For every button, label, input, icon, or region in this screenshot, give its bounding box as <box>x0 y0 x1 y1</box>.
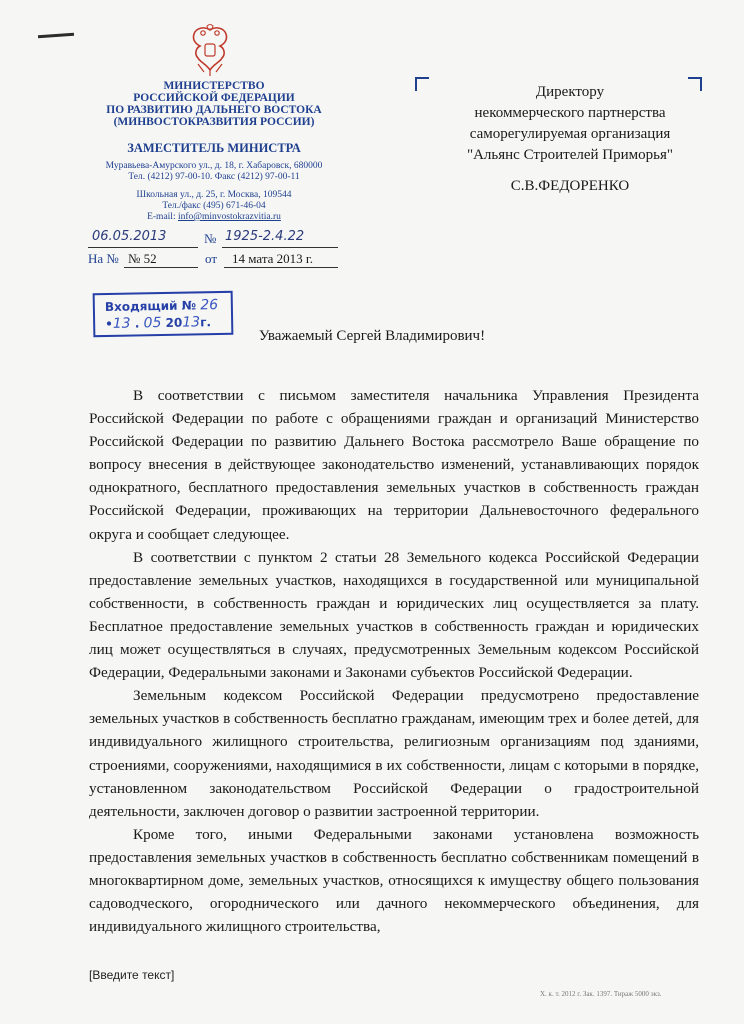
ministry-line: РОССИЙСКОЙ ФЕДЕРАЦИИ <box>133 92 295 104</box>
body-paragraph: Кроме того, иными Федеральными законами установлена возможность предоставления земельных участков в собственность бесплатно собственникам помещений в многоквартирном доме, земельных участков, относящихся к имуществу общего пользования садоводческого, огороднического или дачного некоммерческого объединения, для индивидуального жилищного строительства, <box>89 825 699 936</box>
stamp-month: 05 <box>143 315 162 332</box>
recipient-name: С.В.ФЕДОРЕНКО <box>510 178 630 194</box>
footer-placeholder: [Введите текст] <box>89 968 175 982</box>
stamp-year-suffix: 13 <box>182 314 201 331</box>
outgoing-number: 1925-2.4.22 <box>225 229 305 244</box>
ministry-line: МИНИСТЕРСТВО <box>163 80 265 92</box>
number-label: № <box>204 231 217 246</box>
outgoing-date: 06.05.2013 <box>92 229 167 244</box>
reply-to-number: № 52 <box>128 251 157 266</box>
ministry-line: (МИНВОСТОКРАЗВИТИЯ РОССИИ) <box>113 116 315 128</box>
reply-from-date: 14 мата 2013 г. <box>232 251 314 266</box>
stamp-date-row: •13 . 05 2013г. <box>105 314 212 332</box>
email-line <box>84 212 344 223</box>
stamp-separator: . <box>134 316 140 331</box>
stamp-incoming-label: Входящий № <box>104 298 197 315</box>
coat-of-arms-icon <box>186 24 234 78</box>
stamp-incoming-row <box>105 297 219 315</box>
scan-mark <box>38 33 74 39</box>
stamp-year-end: г. <box>200 315 212 330</box>
phone-line: Тел./факс (495) 671-46-04 <box>162 201 266 211</box>
recipient-block <box>420 82 720 166</box>
phone-line: Тел. (4212) 97-00-10. Факс (4212) 97-00-11 <box>128 172 300 182</box>
email-label: E-mail: <box>147 212 178 222</box>
khabarovsk-address <box>84 161 344 183</box>
moscow-address <box>84 190 344 223</box>
recipient-line: некоммерческого партнерства <box>474 105 666 121</box>
recipient-line: Директору <box>535 84 605 100</box>
email-link[interactable]: info@minvostokrazvitia.ru <box>177 212 281 222</box>
from-label: от <box>205 251 218 266</box>
reply-number-underline <box>124 267 198 268</box>
deputy-minister-title: ЗАМЕСТИТЕЛЬ МИНИСТРА <box>127 141 301 155</box>
stamp-year-prefix: 20 <box>165 315 183 330</box>
date-underline <box>88 247 198 248</box>
ministry-name <box>84 80 344 128</box>
address-line: Школьная ул., д. 25, г. Москва, 109544 <box>136 190 292 200</box>
stamp-day: 13 <box>112 315 131 332</box>
reply-to-label: На № <box>88 251 119 266</box>
print-info: Х. к. т. 2012 г. Зак. 1397. Тираж 5000 экз. <box>540 990 662 998</box>
body-paragraph: В соответствии с письмом заместителя начальника Управления Президента Российской Федерации по работе с обращениями граждан и организаций Министерство Российской Федерации по развитию Дальнего Востока рассмотрело Ваше обращение по вопросу внесения в действующее законодательство изменений, устанавливающих порядок однократного, бесплатного предоставления земельных участков в собственность граждан Российской Федерации, проживающих на территории Дальневосточного федерального округа и сообщает следующее. <box>89 387 699 543</box>
body-paragraph: В соответствии с пунктом 2 статьи 28 Земельного кодекса Российской Федерации предоставление земельных участков, находящихся в государственной или муниципальной собственности, в собственность граждан и юридических лиц осуществляется за плату. Бесплатное предоставление земельных участков в собственность граждан и юридических лиц может осуществляться в случаях, предусмотренных Земельным кодексом Российской Федерации, Федеральными законами и Законами субъектов Российской Федерации. <box>89 548 699 682</box>
body-paragraph: Земельным кодексом Российской Федерации предусмотрено предоставление земельных участков в собственность бесплатно гражданам, имеющим трех и более детей, для индивидуального жилищного строительства, религиозным организациям под зданиями, строениями, сооружениями, находящимися в их собственности, лицам с которыми в порядке, установленном законодательством Российской Федерации о градостроительной деятельности, заключен договор о развитии застроенной территории. <box>89 687 699 820</box>
recipient-line: саморегулируемая организация <box>469 126 671 142</box>
greeting: Уважаемый Сергей Владимирович! <box>258 328 486 344</box>
address-line: Муравьева-Амурского ул., д. 18, г. Хабаровск, 680000 <box>105 161 323 171</box>
stamp-incoming-number: 26 <box>200 297 219 314</box>
reply-date-underline <box>224 267 338 268</box>
recipient-line: "Альянс Строителей Приморья" <box>466 147 674 163</box>
letter-body <box>89 384 699 938</box>
ministry-line: ПО РАЗВИТИЮ ДАЛЬНЕГО ВОСТОКА <box>106 104 322 116</box>
number-underline <box>222 247 338 248</box>
